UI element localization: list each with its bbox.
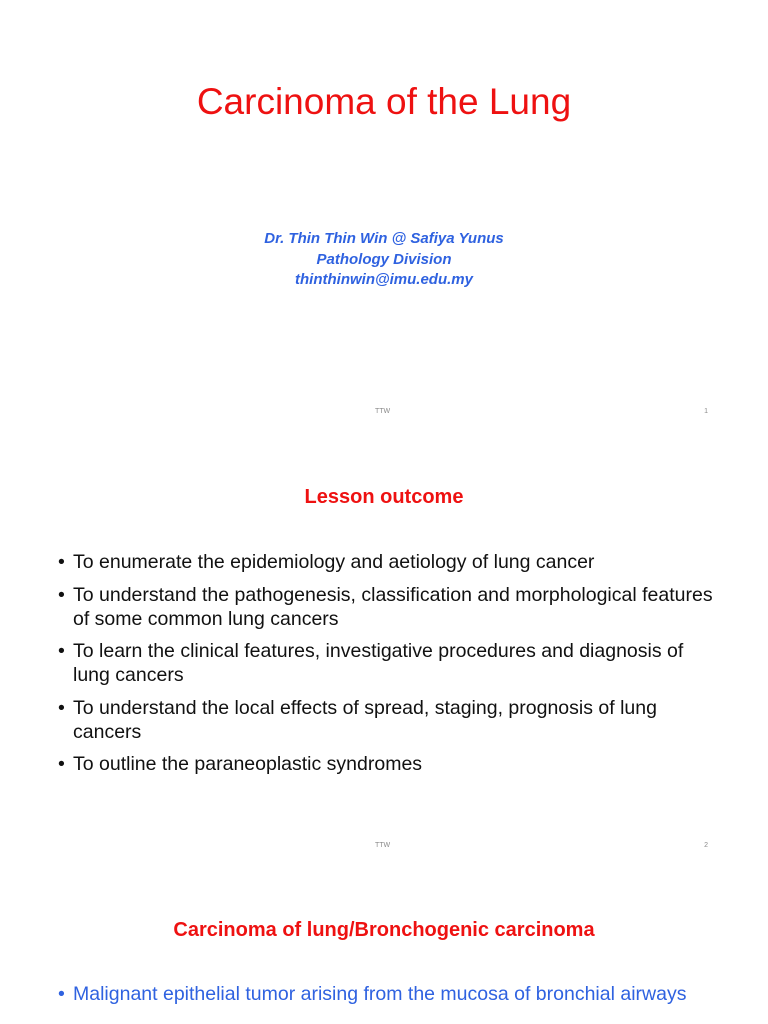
list-item: [58, 639, 718, 687]
list-item-text: Malignant epithelial tumor arising from the mucosa of bronchial airways: [73, 983, 687, 1005]
bullet-icon: •: [58, 753, 65, 775]
list-item: [58, 550, 718, 574]
slide-1: [0, 0, 768, 432]
list-item: [58, 982, 718, 1006]
list-item-text: To learn the clinical features, investigative procedures and diagnosis of lung cancers: [73, 640, 684, 686]
author-name: Dr. Thin Thin Win @ Safiya Yunus: [264, 230, 504, 247]
page-number: 2: [704, 842, 708, 849]
list-item: [58, 583, 718, 631]
list-item-text: To outline the paraneoplastic syndromes: [73, 753, 423, 775]
slide-3: [0, 864, 768, 1024]
bullet-icon: •: [58, 696, 65, 719]
bullet-icon: •: [58, 640, 65, 662]
author-email: thinthinwin@imu.edu.my: [295, 271, 473, 288]
list-item-text: To understand the pathogenesis, classification and morphological features of some common lung cancers: [73, 583, 713, 630]
slide-2: [0, 432, 768, 864]
slide-title: Carcinoma of lung/Bronchogenic carcinoma: [173, 919, 595, 941]
bullet-list: [58, 550, 718, 785]
list-item-text: To understand the local effects of spread, staging, prognosis of lung cancers: [73, 696, 657, 743]
author-division: Pathology Division: [316, 250, 452, 268]
bullet-icon: •: [58, 551, 65, 573]
bullet-list: [58, 982, 718, 1015]
list-item-text: To enumerate the epidemiology and aetiology of lung cancer: [73, 551, 595, 573]
bullet-icon: •: [58, 983, 65, 1005]
slide-title: Carcinoma of the Lung: [196, 81, 572, 122]
footer-label: TTW: [375, 408, 391, 415]
page-number: 1: [704, 408, 708, 415]
footer-label: TTW: [375, 842, 391, 849]
bullet-icon: •: [58, 583, 65, 606]
list-item: [58, 752, 718, 776]
author-block: [0, 229, 768, 291]
list-item: [58, 696, 718, 744]
slide-title: Lesson outcome: [304, 486, 464, 508]
